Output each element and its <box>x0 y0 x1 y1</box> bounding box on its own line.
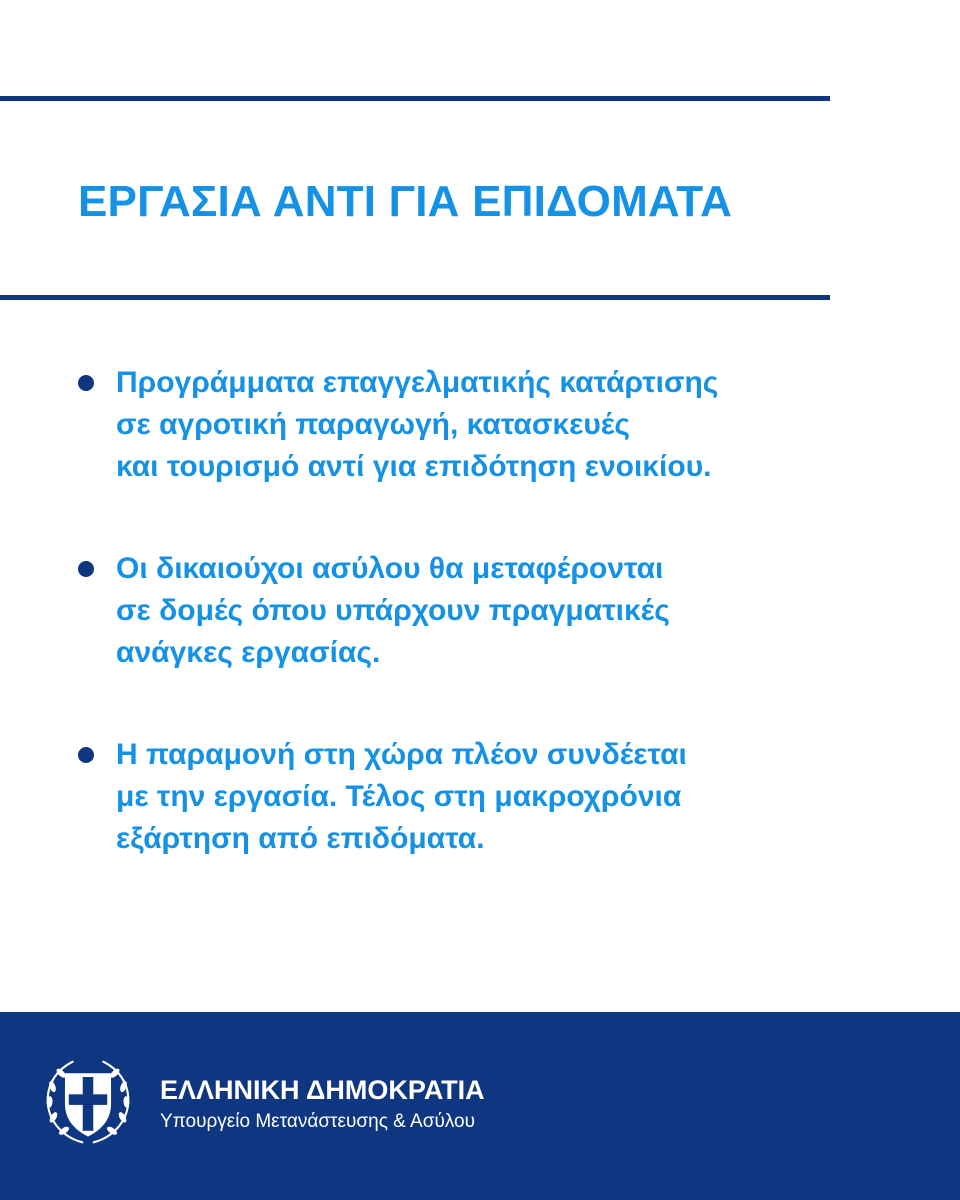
footer-subtitle: Υπουργείο Μετανάστευσης & Ασύλου <box>160 1111 476 1132</box>
bullet-dot-icon <box>78 561 94 577</box>
bullet-line: ανάγκες εργασίας. <box>116 636 381 669</box>
bullet-item-training <box>78 362 898 488</box>
bullet-line: Προγράμματα επαγγελματικής κατάρτισης <box>116 366 719 399</box>
bullet-line: σε δομές όπου υπάρχουν πραγματικές <box>116 594 670 627</box>
greek-coat-of-arms-icon <box>40 1054 136 1150</box>
bullet-item-residence <box>78 734 898 860</box>
bullet-line: Η παραμονή στη χώρα πλέον συνδέεται <box>116 738 687 771</box>
bullet-dot-icon <box>78 375 94 391</box>
bullet-line: εξάρτηση από επιδόματα. <box>116 822 485 855</box>
bullet-list <box>78 362 898 920</box>
top-divider <box>0 96 830 101</box>
footer-title: ΕΛΛΗΝΙΚΗ ΔΗΜΟΚΡΑΤΙΑ <box>160 1075 485 1105</box>
bullet-item-relocation <box>78 548 898 674</box>
bullet-line: με την εργασία. Τέλος στη μακροχρόνια <box>116 780 682 813</box>
bullet-line: και τουρισμό αντί για επιδότηση ενοικίου. <box>116 450 712 483</box>
bullet-dot-icon <box>78 747 94 763</box>
bullet-line: Οι δικαιούχοι ασύλου θα μεταφέρονται <box>116 552 664 585</box>
page-title: ΕΡΓΑΣΙΑ ΑΝΤΙ ΓΙΑ ΕΠΙΔΟΜΑΤΑ <box>78 177 733 226</box>
bullet-line: σε αγροτική παραγωγή, κατασκευές <box>116 408 630 441</box>
footer-banner <box>0 1012 960 1200</box>
bottom-divider <box>0 295 830 300</box>
